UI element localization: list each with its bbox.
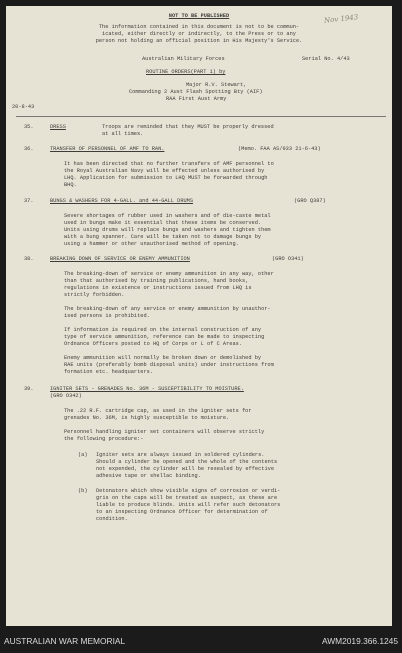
document-page — [6, 6, 392, 626]
item-text: not expended, the cylinder will be resealed by effective — [96, 466, 275, 472]
order-text: with a bung spanner. Care will be taken not to damage bungs by — [64, 234, 262, 240]
order-text: at all times. — [102, 131, 144, 137]
footer-accession-number: AWM2019.366.1245 — [321, 636, 398, 646]
officer-name: Major R.V. Stewart, — [186, 82, 247, 88]
order-number: 38. — [24, 256, 34, 262]
order-text: It has been directed that no further transfers of AMF personnel to — [64, 161, 274, 167]
order-text: BHQ. — [64, 182, 77, 188]
order-text: Troops are reminded that they MUST be properly dressed — [102, 124, 274, 130]
order-text: ised persons is prohibited. — [64, 313, 150, 319]
order-text: used in bungs make it essential that these items be conserved. — [64, 220, 262, 226]
order-reference: (GRO Q387) — [294, 198, 326, 204]
order-text: the following procedure:- — [64, 436, 144, 442]
order-number: 37. — [24, 198, 34, 204]
order-text: The .22 R.F. cartridge cap, as used in the igniter sets for — [64, 408, 252, 414]
handwritten-note: Nov 1943 — [323, 13, 359, 25]
order-title: BUNGS & WASHERS FOR 4-GALL. and 44-GALL DRUMS — [50, 198, 194, 204]
item-text: to an inspecting Ordnance Officer for determination of — [96, 509, 268, 515]
item-label: (a) — [78, 452, 88, 458]
item-text: Should a cylinder be opened and the whole of the contents — [96, 459, 278, 465]
archive-footer — [0, 627, 402, 653]
serial-number: Serial No. 4/43 — [302, 56, 350, 62]
order-text: Personnel handling igniter set containers will observe strictly — [64, 429, 265, 435]
item-text: adhesive tape or shellac binding. — [96, 473, 201, 479]
order-text: type of service ammunition, reference can be made to inspecting — [64, 334, 265, 340]
heading-not-to-be-published: NOT TO BE PUBLISHED — [168, 13, 230, 19]
order-text: Units using drums will replace bungs and washers and tighten them — [64, 227, 271, 233]
order-text: strictly forbidden. — [64, 292, 125, 298]
order-number: 36. — [24, 146, 34, 152]
notice-line: The information contained in this document is not to be commun- — [98, 24, 300, 30]
order-text: Enemy ammunition will normally be broken down or demolished by — [64, 355, 262, 361]
order-number: 39. — [24, 386, 34, 392]
order-number: 35. — [24, 124, 34, 130]
order-text: If information is required on the internal construction of any — [64, 327, 262, 333]
item-text: condition. — [96, 516, 128, 522]
order-text: regulations in existence or instructions issued from LHQ is — [64, 285, 252, 291]
divider — [16, 116, 386, 117]
order-text: RAE units (preferably bomb disposal units) under instructions from — [64, 362, 274, 368]
order-title: IGNITER SETS - GRENADES No. 36M - SUSCEPTIBILITY TO MOISTURE. — [50, 386, 244, 392]
item-text: liable to produce blinds. Units will refer such detonators — [96, 502, 281, 508]
order-text: Ordnance Officers posted to HQ of Corps or L of C Areas. — [64, 341, 243, 347]
order-text: The breaking-down of service or enemy ammunition in any way, other — [64, 271, 274, 277]
notice-line: person not holding an official position in His Majesty's Service. — [95, 38, 303, 44]
routine-orders-title: ROUTINE ORDERS(PART 1) by — [146, 69, 226, 75]
order-text: LHQ. Application for submission to LHQ MUST be forwarded through — [64, 175, 268, 181]
order-text: The breaking-down of any service or enemy ammunition by unauthor- — [64, 306, 271, 312]
order-text: grenades No. 36M, is highly susceptible to moisture. — [64, 415, 230, 421]
order-reference: (Memo. FAA AS/933 21-6-43) — [238, 146, 321, 152]
item-text: gris on the caps will be treated as suspect, as these are — [96, 495, 278, 501]
order-title: TRANSFER OF PERSONNEL OF AMF TO RAN. — [50, 146, 165, 152]
order-text: the Royal Australian Navy will be effected unless authorised by — [64, 168, 265, 174]
order-title: DRESS — [50, 124, 66, 130]
force-name: Australian Military Forces — [142, 56, 225, 62]
order-reference: (GRO O342) — [50, 393, 82, 399]
order-title: BREAKING DOWN OF SERVICE OR ENEMY AMMUNITION — [50, 256, 190, 262]
order-text: Severe shortages of rubber used in washers and of die-caste metal — [64, 213, 271, 219]
officer-army: RAA First Aust Army — [166, 96, 227, 102]
item-text: Detonators which show visible signs of corrosion or verdi- — [96, 488, 281, 494]
order-text: than that authorised by training publications, hand books, — [64, 278, 249, 284]
order-date: 20-8-43 — [12, 104, 35, 110]
item-label: (b) — [78, 488, 88, 494]
order-text: formation etc. headquarters. — [64, 369, 154, 375]
notice-line: icated, either directly or indirectly, to the Press or to any — [102, 31, 296, 37]
officer-command: Commanding 2 Aust Flash Spotting Bty (AIF) — [129, 89, 263, 95]
item-text: Igniter sets are always issued in soldered cylinders. — [96, 452, 265, 458]
order-text: using a hammer or other unauthorised method of opening. — [64, 241, 239, 247]
footer-institution: AUSTRALIAN WAR MEMORIAL — [4, 636, 126, 646]
order-reference: (GRO O341) — [272, 256, 304, 262]
